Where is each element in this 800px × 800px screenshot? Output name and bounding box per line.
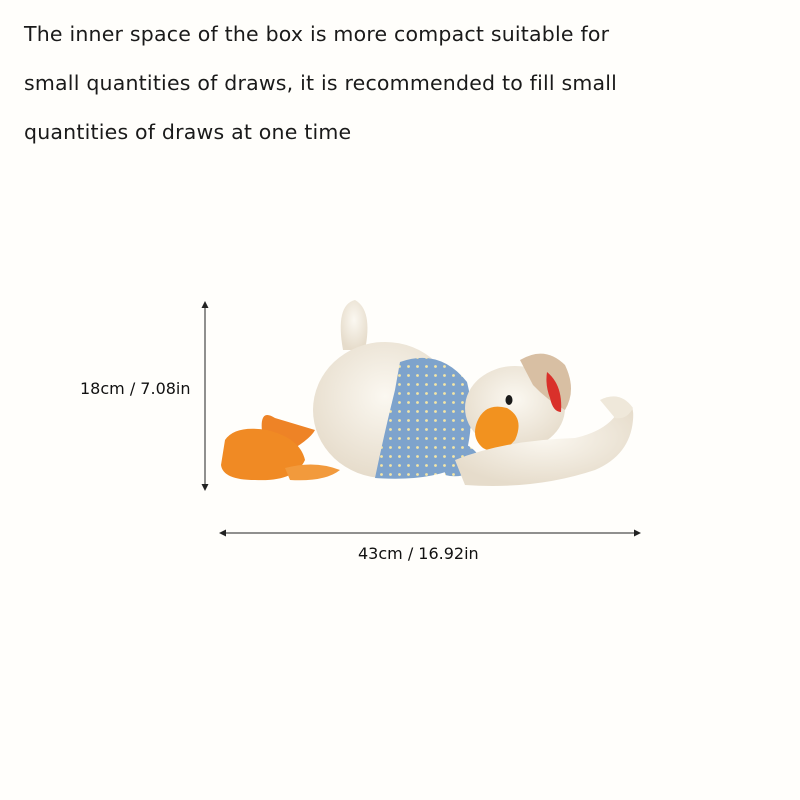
width-label: 43cm / 16.92in bbox=[358, 544, 479, 563]
plush-duck-image bbox=[215, 290, 640, 495]
description-line-1: The inner space of the box is more compact suitable for bbox=[24, 22, 610, 46]
duck-eye bbox=[506, 395, 513, 405]
description-text bbox=[24, 10, 724, 157]
width-dimension-arrow bbox=[218, 526, 642, 540]
description-line-2: small quantities of draws, it is recommended to fill small bbox=[24, 71, 618, 95]
description-line-3: quantities of draws at one time bbox=[24, 120, 352, 144]
duck-tail bbox=[341, 300, 368, 350]
height-dimension-arrow bbox=[198, 300, 212, 492]
height-label: 18cm / 7.08in bbox=[80, 379, 191, 398]
